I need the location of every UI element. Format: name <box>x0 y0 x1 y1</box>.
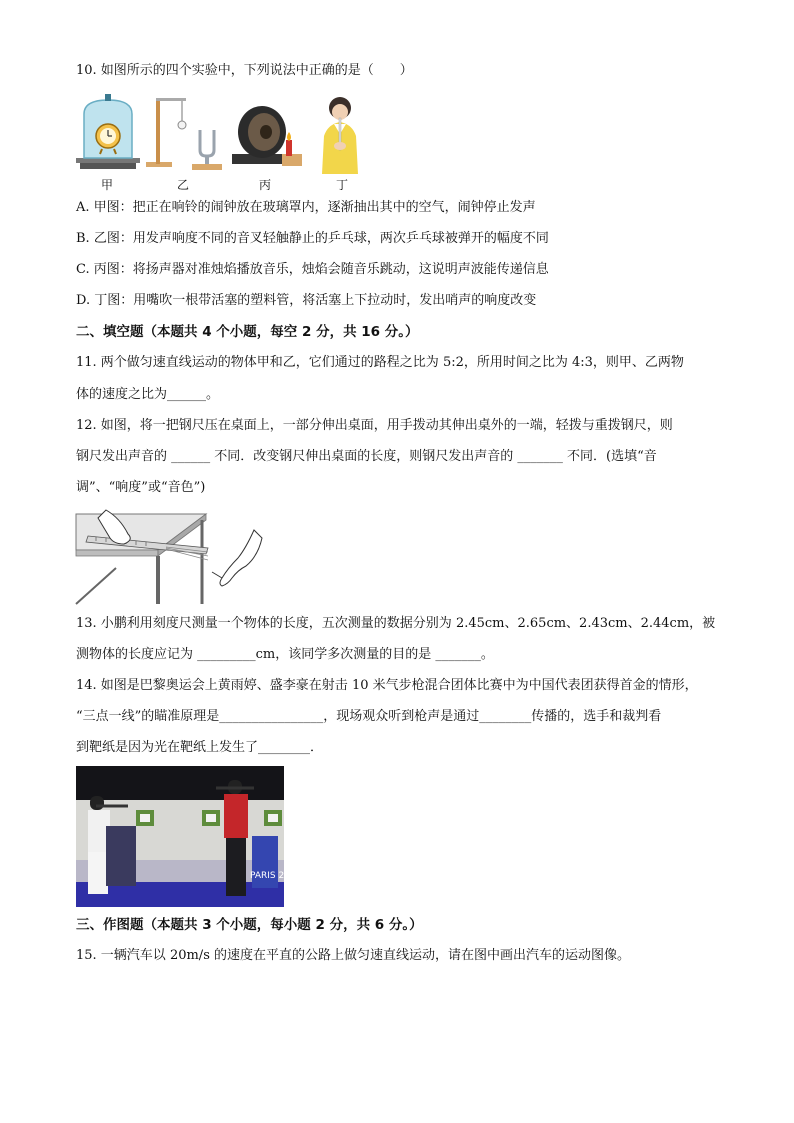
q14-line-2: “三点一线”的瞄准原理是________________，现场观众听到枪声是通过________传播的，选手和裁判看 <box>76 709 662 724</box>
section-3-heading: 三、作图题（本题共 3 个小题，每小题 2 分，共 6 分。） <box>76 917 423 933</box>
q10-option-b: B. 乙图：用发声响度不同的音叉轻触静止的乒乓球，两次乒乓球被弹开的幅度不同 <box>76 231 549 246</box>
q13-line-1: 13. 小鹏利用刻度尺测量一个物体的长度，五次测量的数据分别为 2.45cm、2.65cm、2.43cm、2.44cm，被 <box>76 616 716 631</box>
q12-line-3: 调”、“响度”或“音色”) <box>76 480 206 495</box>
bell-jar-clock-image <box>76 94 140 169</box>
section-2-heading: 二、填空题（本题共 4 个小题，每空 2 分，共 16 分。） <box>76 324 419 340</box>
caption-bing: 丙 <box>259 178 272 192</box>
q14-line-3: 到靶纸是因为光在靶纸上发生了________． <box>76 740 324 755</box>
q10-stem: 10. 如图所示的四个实验中，下列说法中正确的是（ ） <box>76 63 413 78</box>
ruler-on-desk-image <box>76 508 266 604</box>
q10-option-d: D. 丁图：用嘴吹一根带活塞的塑料管，将活塞上下拉动时，发出哨声的响度改变 <box>76 293 537 308</box>
tuning-fork-ping-pong-image <box>146 98 222 170</box>
girl-blowing-tube-image <box>322 97 358 174</box>
caption-yi: 乙 <box>177 178 190 192</box>
q12-line-2: 钢尺发出声音的 ______ 不同．改变钢尺伸出桌面的长度，则钢尺发出声音的 _______ 不同．(选填“音 <box>76 449 657 464</box>
q13-line-2: 测物体的长度应记为 _________cm，该同学多次测量的目的是 _______。 <box>76 647 494 662</box>
q12-line-1: 12. 如图，将一把钢尺压在桌面上，一部分伸出桌面，用手拨动其伸出桌外的一端，轻拨与重拨钢尺，则 <box>76 418 673 433</box>
q10-experiment-figures <box>76 92 376 176</box>
q14-line-1: 14. 如图是巴黎奥运会上黄雨婷、盛李豪在射击 10 米气步枪混合团体比赛中为中国代表团获得首金的情形， <box>76 678 698 693</box>
q11-line-2: 体的速度之比为______。 <box>76 387 220 402</box>
q15-line-1: 15. 一辆汽车以 20m/s 的速度在平直的公路上做匀速直线运动，请在图中画出汽车的运动图像。 <box>76 948 630 963</box>
q10-option-c: C. 丙图：将扬声器对准烛焰播放音乐，烛焰会随音乐跳动，这说明声波能传递信息 <box>76 262 549 277</box>
caption-jia: 甲 <box>101 178 114 192</box>
q11-line-1: 11. 两个做匀速直线运动的物体甲和乙，它们通过的路程之比为 5:2，所用时间之比为 4:3，则甲、乙两物 <box>76 355 684 370</box>
caption-ding: 丁 <box>336 178 349 192</box>
speaker-candle-image <box>232 106 302 166</box>
olympic-shooting-photo <box>76 766 302 907</box>
paris-2024-sign: PARIS 2024 <box>250 871 302 881</box>
q10-option-a: A. 甲图：把正在响铃的闹钟放在玻璃罩内，逐渐抽出其中的空气，闹钟停止发声 <box>76 200 536 215</box>
